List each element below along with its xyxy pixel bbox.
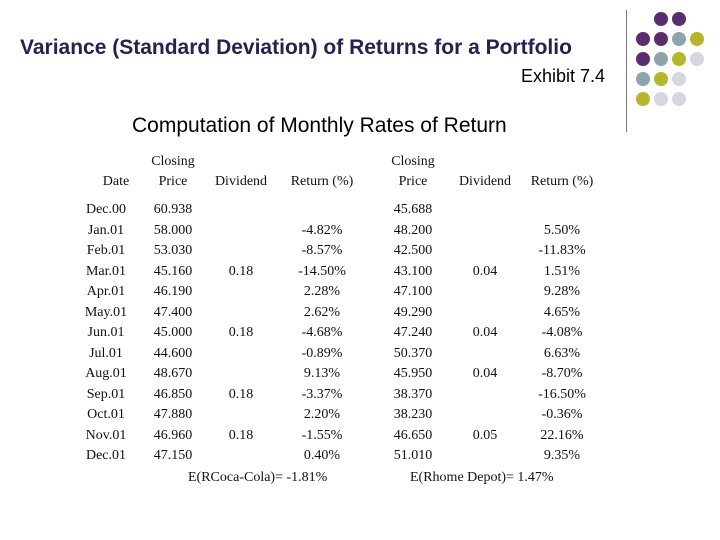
- decorative-dot: [636, 32, 650, 46]
- dividend-cell: 0.18: [228, 325, 254, 340]
- table-row: [60, 243, 620, 264]
- table-row: [60, 202, 620, 223]
- table-row: [60, 407, 620, 428]
- closing-price-cell: 45.688: [393, 202, 433, 217]
- return-cell: -4.82%: [301, 222, 343, 238]
- date-cell: Jan.01: [87, 222, 125, 238]
- decorative-dot: [636, 52, 650, 66]
- return-cell: -8.57%: [301, 243, 343, 258]
- return-cell: -1.55%: [301, 427, 343, 443]
- decorative-dot: [654, 12, 668, 26]
- return-cell: 6.63%: [543, 345, 581, 361]
- decorative-dot: [690, 32, 704, 46]
- decorative-dot: [636, 92, 650, 106]
- closing-price-cell: 53.030: [153, 243, 193, 258]
- closing-price-cell: 46.850: [153, 386, 193, 402]
- header-closing-price-1: Closing Price: [151, 154, 195, 189]
- decorative-dot: [654, 32, 668, 46]
- decorative-dot: [672, 12, 686, 26]
- header-closing-price-2: Closing Price: [391, 154, 435, 189]
- decorative-dot: [654, 92, 668, 106]
- date-cell: Nov.01: [85, 427, 127, 443]
- return-cell: -16.50%: [538, 386, 586, 402]
- date-cell: Jul.01: [89, 345, 123, 361]
- closing-price-cell: 47.100: [393, 284, 433, 299]
- header-dividend-2: Dividend: [458, 174, 512, 189]
- table-row: [60, 366, 620, 387]
- table-row: [60, 264, 620, 285]
- return-cell: -4.08%: [541, 325, 583, 340]
- decorative-dot: [672, 92, 686, 106]
- table-row: [60, 346, 620, 367]
- decorative-dot-grid: [634, 12, 720, 122]
- dividend-cell: 0.18: [228, 386, 254, 402]
- closing-price-cell: 50.370: [393, 345, 433, 361]
- decorative-dot: [654, 72, 668, 86]
- return-cell: 0.40%: [303, 448, 341, 463]
- decorative-dot: [672, 32, 686, 46]
- header-dividend-1: Dividend: [214, 174, 268, 189]
- date-cell: Aug.01: [85, 366, 127, 381]
- return-cell: 1.51%: [543, 263, 581, 279]
- date-cell: Jun.01: [87, 325, 125, 340]
- home-depot-expected-return: E(Rhome Depot)= 1.47%: [410, 470, 554, 485]
- return-cell: 4.65%: [543, 304, 581, 320]
- slide-title: Variance (Standard Deviation) of Returns for a Portfolio: [20, 36, 572, 59]
- table-row: [60, 325, 620, 346]
- date-cell: Mar.01: [85, 263, 127, 279]
- return-cell: -14.50%: [298, 263, 346, 279]
- closing-price-cell: 47.240: [393, 325, 433, 340]
- table-row: [60, 223, 620, 244]
- date-cell: Apr.01: [86, 284, 126, 299]
- table-row: [60, 305, 620, 326]
- header-date: Date: [102, 174, 130, 189]
- closing-price-cell: 48.670: [153, 366, 193, 381]
- dividend-cell: 0.04: [472, 263, 498, 279]
- return-cell: 9.13%: [303, 366, 341, 381]
- closing-price-cell: 47.150: [153, 448, 193, 463]
- closing-price-cell: 45.950: [393, 366, 433, 381]
- closing-price-cell: 45.000: [153, 325, 193, 340]
- closing-price-cell: 46.190: [153, 284, 193, 299]
- closing-price-cell: 45.160: [153, 263, 193, 279]
- table-row: [60, 428, 620, 449]
- decorative-dot: [690, 52, 704, 66]
- closing-price-cell: 38.230: [393, 407, 433, 422]
- closing-price-cell: 49.290: [393, 304, 433, 320]
- divider-line: [626, 10, 627, 132]
- decorative-dot: [636, 72, 650, 86]
- closing-price-cell: 60.938: [153, 202, 193, 217]
- return-cell: 2.20%: [303, 407, 341, 422]
- closing-price-cell: 47.400: [153, 304, 193, 320]
- dividend-cell: 0.18: [228, 263, 254, 279]
- closing-price-cell: 46.650: [393, 427, 433, 443]
- table-row: [60, 387, 620, 408]
- date-cell: Dec.01: [85, 448, 127, 463]
- dividend-cell: 0.05: [472, 427, 498, 443]
- dividend-cell: 0.04: [472, 366, 498, 381]
- closing-price-cell: 48.200: [393, 222, 433, 238]
- closing-price-cell: 43.100: [393, 263, 433, 279]
- return-cell: -0.36%: [541, 407, 583, 422]
- closing-price-cell: 51.010: [393, 448, 433, 463]
- return-cell: -0.89%: [301, 345, 343, 361]
- return-cell: -8.70%: [541, 366, 583, 381]
- header-return-2: Return (%): [530, 174, 594, 189]
- date-cell: Oct.01: [87, 407, 125, 422]
- return-cell: 2.62%: [303, 304, 341, 320]
- date-cell: May.01: [84, 304, 128, 320]
- return-cell: 2.28%: [303, 284, 341, 299]
- closing-price-cell: 44.600: [153, 345, 193, 361]
- table-row: [60, 284, 620, 305]
- table-row: [60, 448, 620, 469]
- return-cell: 5.50%: [543, 222, 581, 238]
- decorative-dot: [672, 72, 686, 86]
- date-cell: Dec.00: [85, 202, 127, 217]
- return-cell: -3.37%: [301, 386, 343, 402]
- coca-cola-expected-return: E(RCoca-Cola)= -1.81%: [188, 470, 328, 485]
- closing-price-cell: 42.500: [393, 243, 433, 258]
- table-subtitle: Computation of Monthly Rates of Return: [132, 114, 507, 137]
- dividend-cell: 0.04: [472, 325, 498, 340]
- closing-price-cell: 47.880: [153, 407, 193, 422]
- closing-price-cell: 38.370: [393, 386, 433, 402]
- return-cell: -4.68%: [301, 325, 343, 340]
- header-return-1: Return (%): [290, 174, 354, 189]
- date-cell: Feb.01: [86, 243, 126, 258]
- decorative-dot: [654, 52, 668, 66]
- date-cell: Sep.01: [86, 386, 126, 402]
- return-cell: 22.16%: [540, 427, 584, 443]
- closing-price-cell: 58.000: [153, 222, 193, 238]
- closing-price-cell: 46.960: [153, 427, 193, 443]
- exhibit-label: Exhibit 7.4: [521, 66, 606, 86]
- decorative-dot: [672, 52, 686, 66]
- return-cell: -11.83%: [538, 243, 586, 258]
- return-cell: 9.28%: [543, 284, 581, 299]
- return-cell: 9.35%: [543, 448, 581, 463]
- dividend-cell: 0.18: [228, 427, 254, 443]
